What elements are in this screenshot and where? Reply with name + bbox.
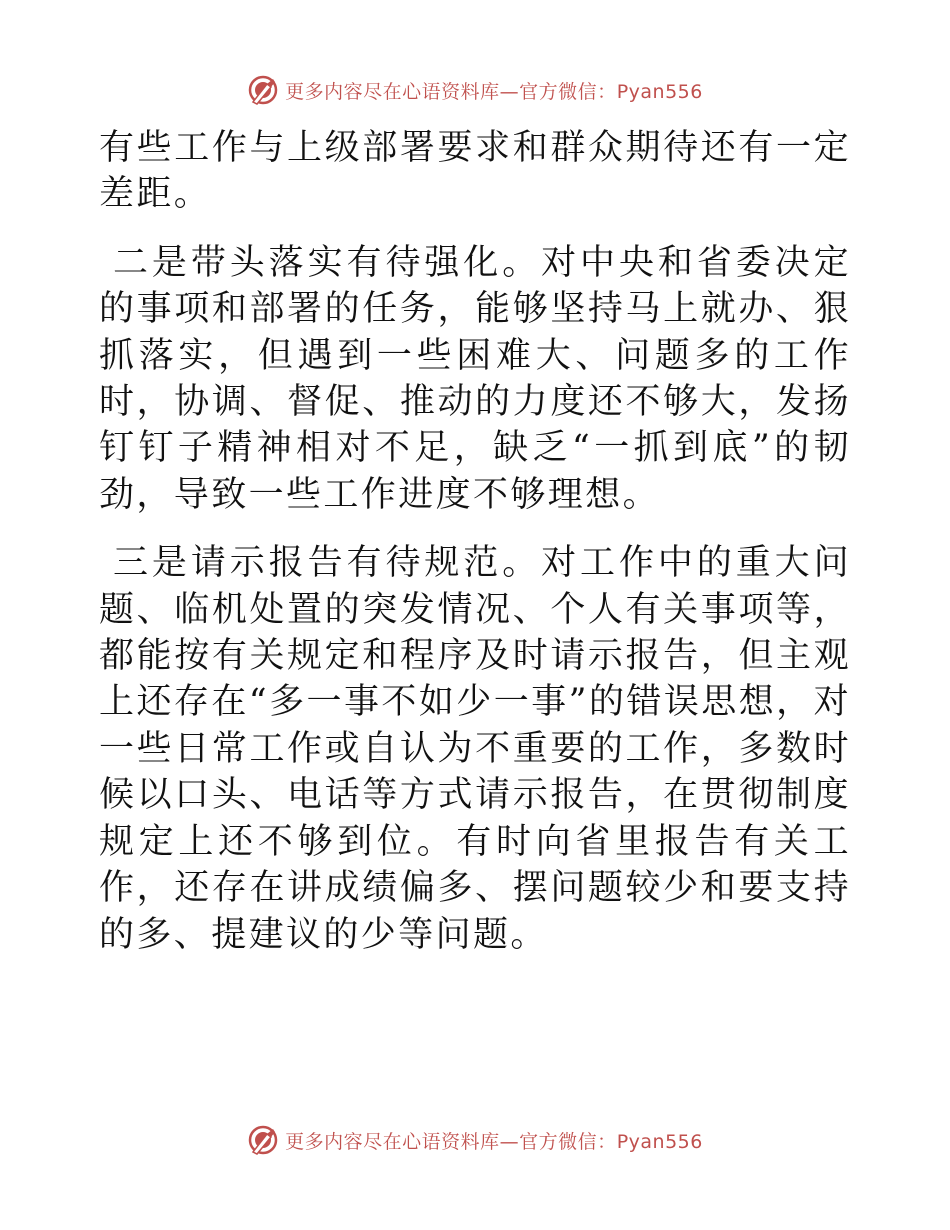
watermark-label: 官方微信： (519, 80, 617, 103)
watermark-text (285, 1127, 703, 1154)
document-body (99, 125, 851, 958)
watermark-text (285, 77, 703, 104)
watermark-site: 更多内容尽在心语资料库 (285, 1130, 500, 1153)
header-watermark (0, 70, 950, 110)
pen-nib-circle-icon (247, 1124, 279, 1156)
watermark-site: 更多内容尽在心语资料库 (285, 80, 500, 103)
paragraph-reporting-standards: 三是请示报告有待规范。对工作中的重大问题、临机处置的突发情况、个人有关事项等，都能按有关规定和程序及时请示报告，但主观上还存在“多一事不如少一事”的错误思想，对一些日常工作或自认为不重要的工作，多数时候以口头、电话等方式请示报告，在贯彻制度规定上还不够到位。有时向省里报告有关工作，还存在讲成绩偏多、摆问题较少和要支持的多、提建议的少等问题。 (99, 543, 851, 955)
watermark-label: 官方微信： (519, 1130, 617, 1153)
footer-watermark (0, 1120, 950, 1160)
watermark-separator: — (499, 80, 520, 103)
pen-nib-circle-icon (247, 74, 279, 106)
paragraph-lead-implementation: 二是带头落实有待强化。对中央和省委决定的事项和部署的任务，能够坚持马上就办、狠抓落实，但遇到一些困难大、问题多的工作时，协调、督促、推动的力度还不够大，发扬钉钉子精神相对不足，缺乏“一抓到底”的韧劲，导致一些工作进度不够理想。 (99, 242, 851, 515)
paragraph-continuation: 有些工作与上级部署要求和群众期待还有一定差距。 (99, 128, 851, 215)
watermark-wechat-id: Pyan556 (616, 80, 703, 103)
watermark-separator: — (499, 1130, 520, 1153)
watermark-wechat-id: Pyan556 (616, 1130, 703, 1153)
